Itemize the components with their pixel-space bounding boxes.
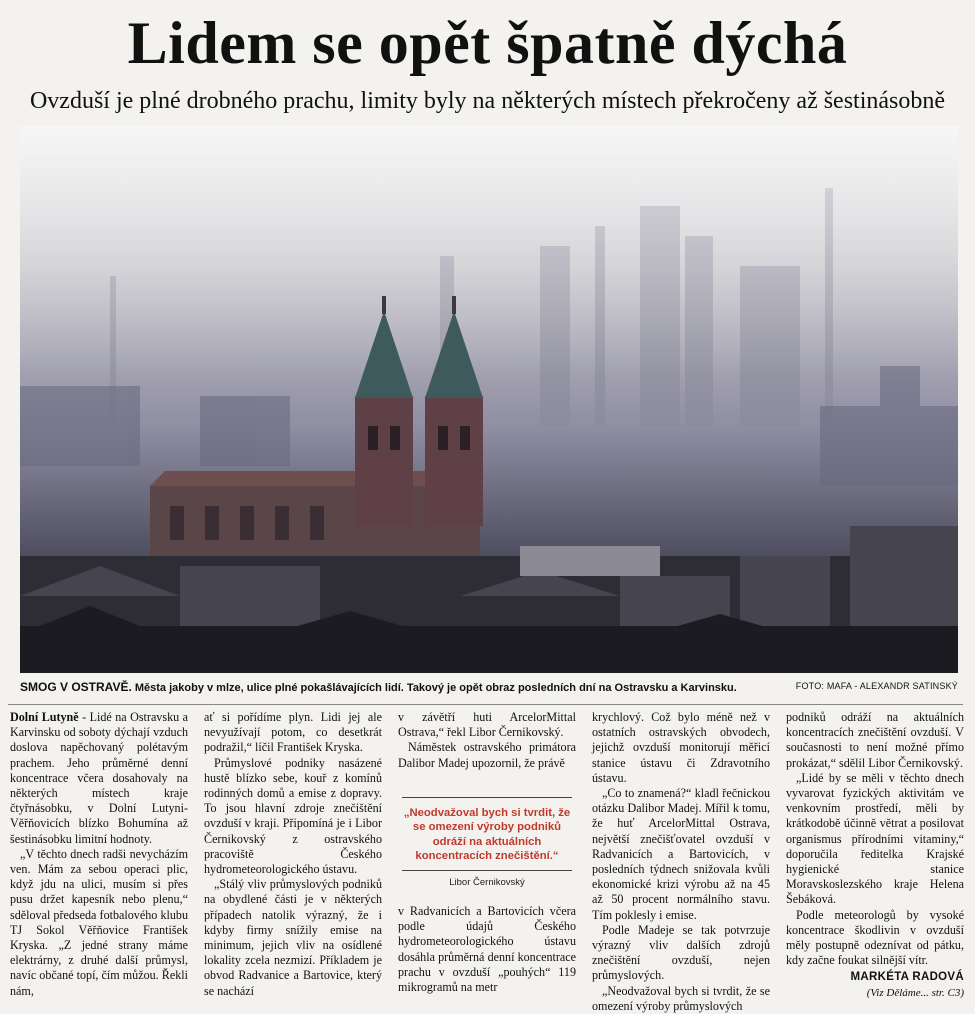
headline: Lidem se opět špatně dýchá: [127, 10, 848, 76]
photo-credit: FOTO: MAFA - ALEXANDR SATINSKÝ: [795, 681, 958, 691]
paragraph: „V těchto dnech radši nevycházím ven. Mám za sebou operaci plic, když jdu na ulici, musím si přes pusu držet kapesník nebo plenu,“ sděloval předseda fotbalového klubu TJ Sokol Věřňovice František Kryska. „Z jedné strany máme elektrárny, z druhé další průmysl, navíc občané topí, čím můžou. Řekli nám,: [10, 846, 188, 998]
caption-label: SMOG V OSTRAVĚ.: [20, 680, 132, 694]
dateline: Dolní Lutyně: [10, 710, 79, 724]
paragraph: Průmyslové podniky nasázené hustě blízko sebe, kouř z komínů rodinných domů a emise z dopravy. To jsou hlavní zdroje znečištění ovzduší v kraji. Připomíná je i Libor Černikovský z ostravského pracoviště Českého hydrometeorologického ústavu.: [204, 755, 382, 877]
paragraph: „Stálý vliv průmyslových podniků na obydlené části je v některých případech natolik výrazný, že i kdyby firmy snížily emise na minimum, jejich vliv na osídlené lokality zcela nezmizí. Příkladem je obvod Radvanice a Bartovice, který se nachází: [204, 877, 382, 998]
paragraph: v Radvanicích a Bartovicích včera podle údajů Českého hydrometeorologického ústavu dosáhla průměrná denní koncentrace prachu v ovzduší „pouhých“ 119 mikrogramů na metr: [398, 904, 576, 995]
pull-quote: „Neodvažoval bych si tvrdit, že se omezení výroby podniků odráží na aktuálních koncentracích znečištění.“: [402, 797, 572, 871]
paragraph: Náměstek ostravského primátora Dalibor Madej upozornil, že právě: [398, 740, 576, 770]
paragraph: Podle meteorologů by vysoké koncentrace škodlivin v ovzduší měly postupně odeznívat od pátku, kdy začne foukat silnější vítr.: [786, 907, 964, 968]
paragraph-text: - Lidé na Ostravsku a Karvinsku od soboty dýchají vzduch doslova napěchovaný polétavým prachem. Jeho průměrné denní koncentrace včera dosahovaly na některých místech kraje čtyřnásobku, v Dolní Lutyni-Věřňovicích blízko Bohumína až šestinásobku limitní hodnoty.: [10, 710, 188, 846]
paragraph: krychlový. Což bylo méně než v ostatních ostravských obvodech, jejichž ovzduší monitorují měřicí stanice ústavu či Zdravotního ústavu.: [592, 710, 770, 785]
page-reference: (Viz Děláme... str. C3): [866, 986, 964, 999]
paragraph: Podle Madeje se tak potvrzuje výrazný vliv dalších zdrojů znečištění ovzduší, nejen průmyslových.: [592, 922, 770, 983]
paragraph: v závětří huti ArcelorMittal Ostrava,“ řekl Libor Černikovský.: [398, 710, 576, 740]
caption-text: Města jakoby v mlze, ulice plné pokašlávajících lidí. Takový je opět obraz posledních dní na Ostravsku a Karvinsku.: [134, 682, 737, 694]
byline: MARKÉTA RADOVÁ: [850, 971, 964, 984]
paragraph: podniků odráží na aktuálních koncentracích znečištění ovzduší. V současnosti to není možné přímo prokázat,“ sdělil Libor Černikovský.: [786, 710, 964, 770]
photo-caption: [20, 680, 960, 698]
paragraph: [10, 710, 188, 847]
pull-quote-author: Libor Černikovský: [449, 876, 525, 888]
paragraph: „Neodvažoval bych si tvrdit, že se omezení výroby průmyslových: [592, 983, 770, 1013]
smog-photo: [20, 126, 958, 673]
divider: [8, 704, 963, 705]
article-column-2: [204, 710, 382, 998]
article-column-1: [10, 710, 188, 998]
article-column-5: [786, 710, 964, 999]
subheadline: Ovzduší je plné drobného prachu, limity byly na některých místech překročeny až šestinásobně: [29, 88, 946, 114]
paragraph: ať si pořídíme plyn. Lidi jej ale nevyužívají potom, co desetkrát podražil,“ líčil František Kryska.: [204, 710, 382, 755]
article-column-3: [398, 710, 576, 995]
article-column-4: [592, 710, 770, 1013]
paragraph: „Lidé by se měli v těchto dnech vyvarovat fyzických aktivitám ve venkovním prostředí, měli by krátkodobě účinně větrat a posilovat organismus přírodními vitaminy,“ doporučila ředitelka Krajské hygienické stanice Moravskoslezského kraje Helena Šebáková.: [786, 770, 964, 907]
paragraph: „Co to znamená?“ kladl řečnickou otázku Dalibor Madej. Mířil k tomu, že huť ArcelorMittal Ostrava, největší znečišťovatel ovzduší v Radvanicích a Bartovicích, v posledních týdnech snižovala kvůli ekonomické krizi výrobu až na 45 až 50 procent normálního stavu. Tím poklesly i emise.: [592, 786, 770, 922]
